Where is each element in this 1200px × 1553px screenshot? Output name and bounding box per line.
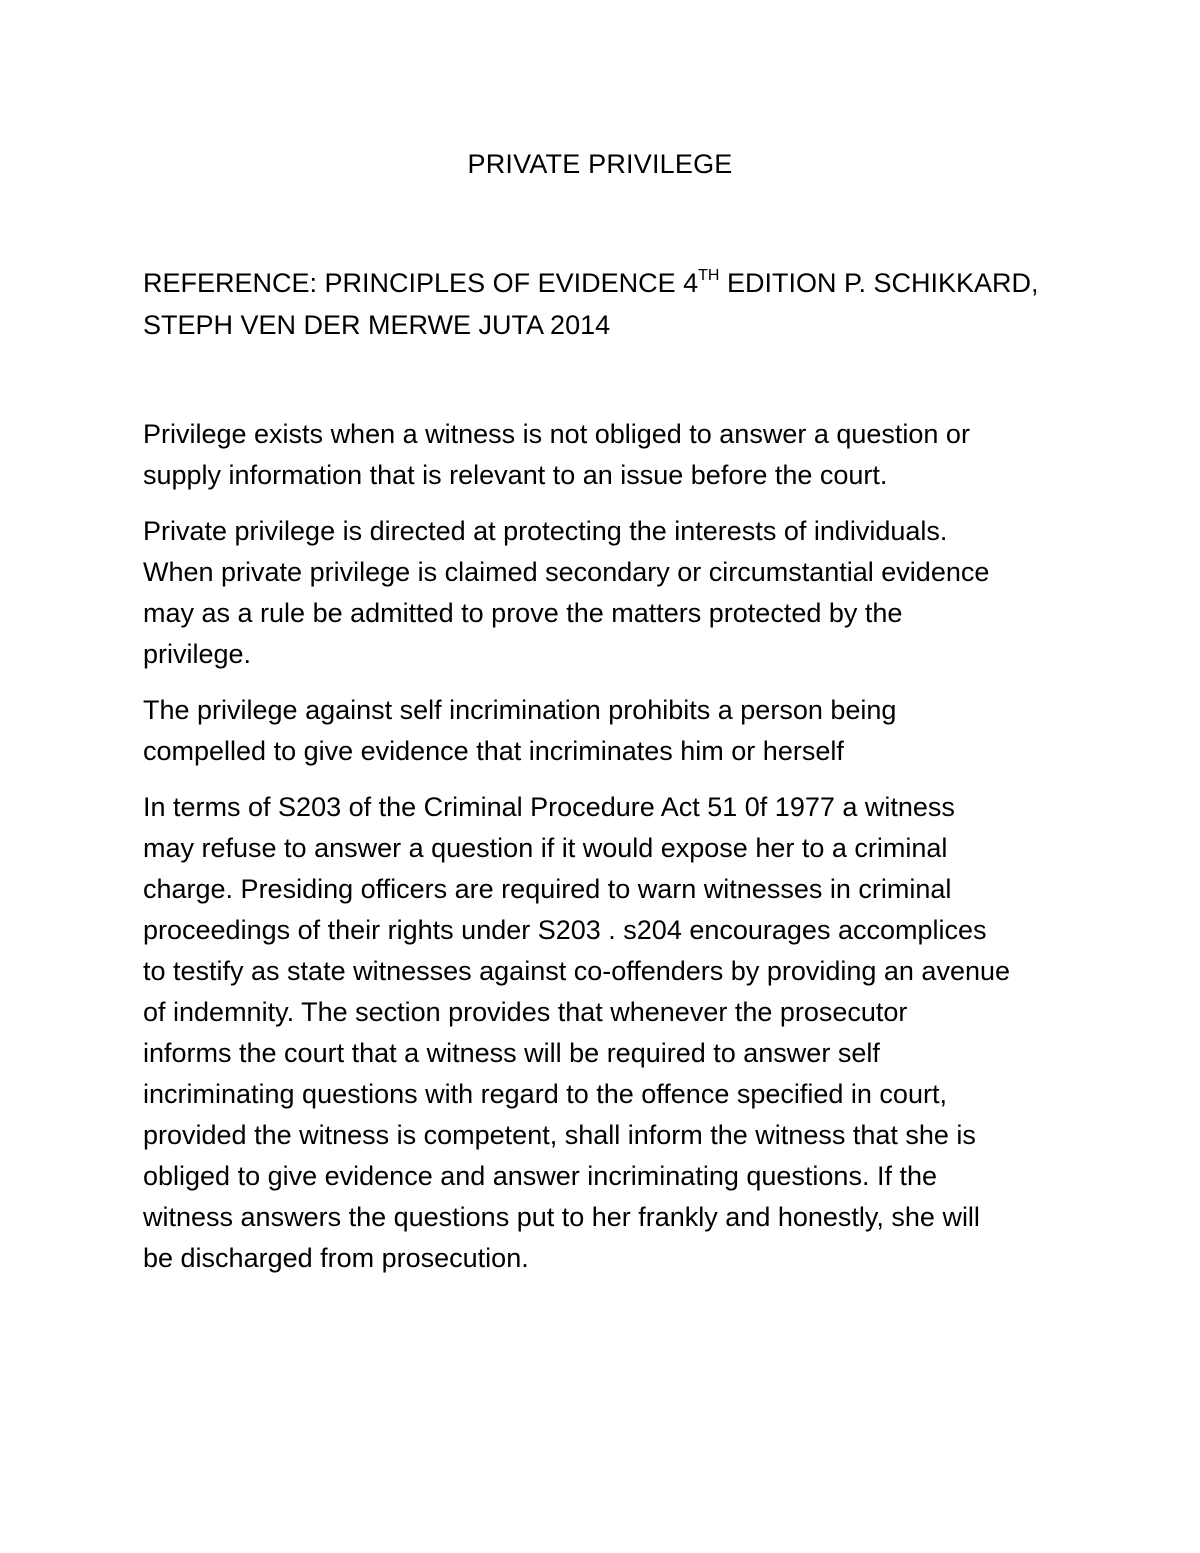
document-title: PRIVATE PRIVILEGE: [467, 149, 733, 179]
paragraph-private-privilege: Private privilege is directed at protecting the interests of individuals. When private privilege is claimed secondary or circumstantial evidence may as a rule be admitted to prove the matters protected by the privilege.: [143, 516, 990, 669]
paragraph-criminal-procedure-act: In terms of S203 of the Criminal Procedure Act 51 0f 1977 a witness may refuse to answer a question if it would expose her to a criminal charge. Presiding officers are required to warn witnesses in criminal proceedings of their rights under S203 . s204 encourages accomplices to testify as state witnesses against co-offenders by providing an avenue of indemnity. The section provides that whenever the prosecutor informs the court that a witness will be required to answer self incriminating questions with regard to the offence specified in court, provided the witness is competent, shall inform the witness that she is obliged to give evidence and answer incriminating questions. If the witness answers the questions put to her frankly and honestly, she will be discharged from prosecution.: [143, 792, 1011, 1273]
paragraph-privilege-definition: Privilege exists when a witness is not obliged to answer a question or supply information that is relevant to an issue before the court.: [143, 419, 970, 490]
reference-superscript: TH: [698, 267, 720, 284]
reference-line-2: STEPH VEN DER MERWE JUTA 2014: [143, 310, 611, 340]
reference-block: [143, 262, 1063, 346]
reference-text-start: REFERENCE: PRINCIPLES OF EVIDENCE 4: [143, 268, 699, 298]
paragraph-self-incrimination: The privilege against self incrimination prohibits a person being compelled to give evidence that incriminates him or herself: [143, 695, 897, 766]
reference-line-1: [143, 262, 1063, 304]
document-body: [143, 414, 1083, 1294]
reference-text-end: EDITION P. SCHIKKARD,: [719, 268, 1039, 298]
